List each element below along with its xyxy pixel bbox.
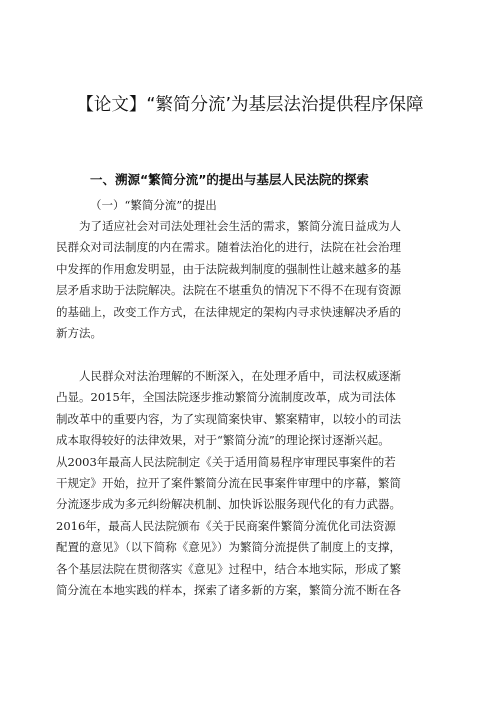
section-heading: 一、溯源“繁简分流”的提出与基层人民法院的探索 — [90, 172, 369, 187]
paragraph-line: 为了适应社会对司法处理社会生活的需求，繁简分流日益成为人 — [79, 219, 401, 233]
paragraph-line: 各个基层法院在贯彻落实《意见》过程中，结合本地实际，形成了繁 — [56, 561, 401, 576]
paper-title: 【论文】“繁简分流’为基层法治提供程序保障 — [76, 95, 424, 115]
paragraph-line: 中发挥的作用愈发明显，由于法院裁判制度的强制性让越来越多的基 — [56, 261, 401, 276]
paragraph-line: 的基础上，改变工作方式，在法律规定的架构内寻求快速解决矛盾的 — [56, 304, 401, 319]
paragraph-line: 新方法。 — [56, 326, 102, 341]
paragraph-1 — [56, 216, 444, 344]
paragraph-line: 成本取得较好的法律效果，对于“繁简分流”的理论探讨逐渐兴起。 — [56, 433, 390, 448]
paragraph-line: 干规定》开始，拉开了案件繁简分流在民事案件审理中的序幕，繁简 — [56, 476, 401, 491]
paragraph-line: 配置的意见》（以下简称《意见》）为繁简分流提供了制度上的支撑， — [56, 540, 401, 555]
paragraph-line: 简分流在本地实践的样本，探索了诸多新的方案，繁简分流不断在各 — [56, 583, 401, 598]
paragraph-line: 从2003年最高人民法院制定《关于适用简易程序审理民事案件的若 — [56, 454, 396, 469]
paragraph-line: 凸显。2015年，全国法院逐步推动繁简分流制度改革，成为司法体 — [56, 390, 396, 405]
paragraph-line: 民群众对司法制度的内在需求。随着法治化的进行，法院在社会治理 — [56, 240, 401, 255]
subsection-heading: （一）“繁简分流”的提出 — [90, 198, 217, 212]
paragraph-line: 人民群众对法治理解的不断深入，在处理矛盾中，司法权威逐渐 — [79, 369, 401, 383]
paragraph-line: 分流逐步成为多元纠纷解决机制、加快诉讼服务现代化的有力武器。 — [56, 497, 401, 512]
paragraph-line: 层矛盾求助于法院解决。法院在不堪重负的情况下不得不在现有资源 — [56, 283, 401, 298]
paragraph-line: 制改革中的重要内容，为了实现简案快审、繁案精审，以较小的司法 — [56, 411, 401, 426]
paragraph-line: 2016年，最高人民法院颁布《关于民商案件繁简分流优化司法资源 — [56, 518, 396, 533]
paragraph-2 — [56, 366, 444, 601]
